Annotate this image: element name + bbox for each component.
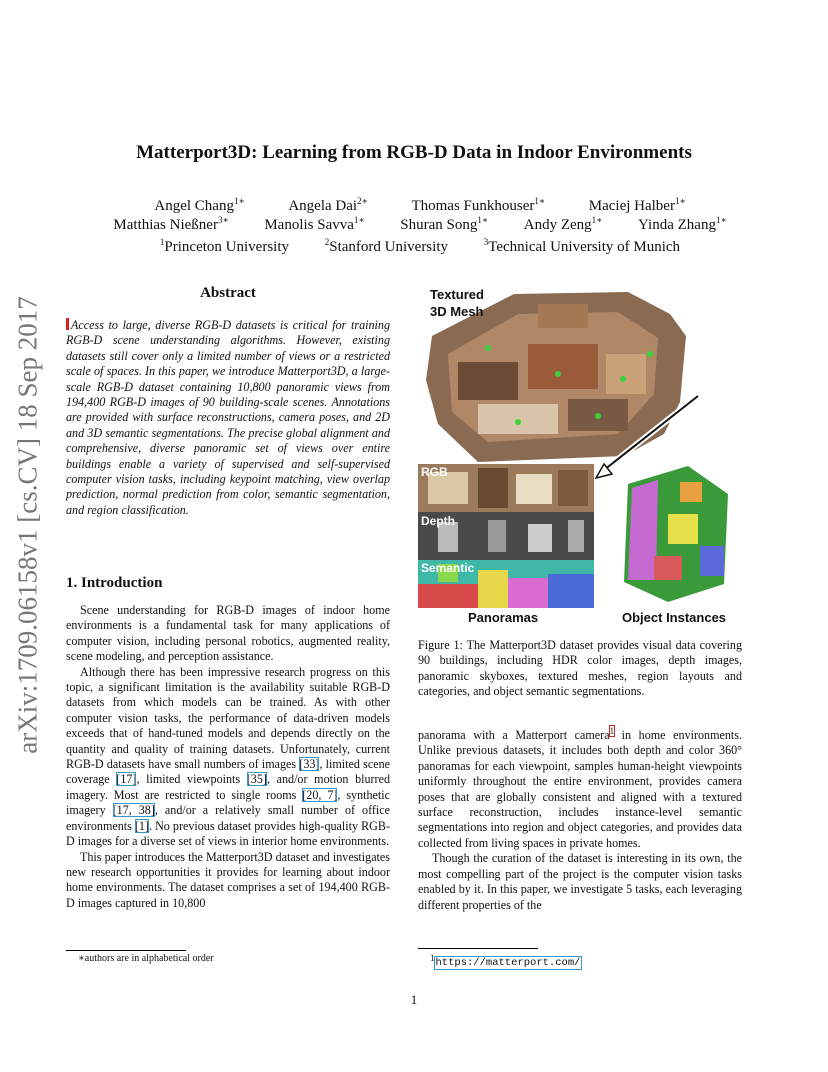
citation-link[interactable]: [33] — [299, 757, 320, 772]
object-instances-image — [624, 466, 728, 602]
citation-link[interactable]: [35] — [246, 772, 267, 787]
author: Angela Dai$^{2∗}$ — [288, 196, 368, 214]
footnote-authors: ∗authors are in alphabetical order — [78, 953, 214, 964]
paragraph: Although there has been impressive research progress on this topic, a significant limitation is the availability suitable RGB-D datasets from which models can be trained. As with other computer vision tasks, the performance of data-driven models exceeds that of hand-tuned models and depends directly on the quantity and quality of training datasets. Unfortunately, current RGB-D datasets have small numbers of images [33], limited scene coverage [17], limited viewpoints [35], and/or motion blurred imagery. Most are restricted to single rooms [20, 7], synthetic imagery [17, 38], and/or a relatively small number of office environments [1]. No previous dataset provides high-quality RGB-D images for a diverse set of views in interior home environments. — [66, 664, 390, 849]
author: Matthias Nießner$^{3∗}$ — [113, 215, 229, 233]
paragraph: Though the curation of the dataset is interesting in its own, the most compelling part of the project is the computer vision tasks enabled by it. In this paper, we investigate 5 tasks, each leveraging different properties of the — [418, 851, 742, 912]
citation-link[interactable]: [1] — [134, 818, 149, 833]
abstract-heading: Abstract — [200, 285, 256, 301]
paper-title: Matterport3D: Learning from RGB-D Data in Indoor Environments — [136, 142, 692, 163]
affiliation: $^2$Stanford University — [324, 237, 448, 255]
author: Manolis Savva$^{1∗}$ — [264, 215, 365, 233]
paragraph: This paper introduces the Matterport3D dataset and investigates new research opportunities it provides for learning about indoor home environments. The dataset comprises a set of 194,400 RGB-D images captured in 10,800 — [66, 849, 390, 910]
footnote-marker[interactable]: 1 — [609, 726, 615, 736]
figure-1-graphic — [418, 284, 742, 629]
figure-1 — [418, 284, 742, 629]
footnote-url: $^1$https://matterport.com/ — [430, 953, 581, 970]
footnote-rule — [66, 950, 186, 951]
label-panoramas: Panoramas — [468, 610, 539, 625]
author: Maciej Halber$^{1∗}$ — [588, 196, 686, 214]
footnote-rule — [418, 948, 538, 949]
affiliation: $^3$Technical University of Munich — [483, 237, 681, 255]
affiliations — [40, 237, 800, 256]
intro-body — [66, 603, 390, 911]
affiliation: $^1$Princeton University — [159, 237, 289, 255]
author-row-2 — [40, 215, 800, 234]
paragraph: Scene understanding for RGB-D images of indoor home environments is a fundamental task for many applications of computer vision, including personal robotics, augmented reality, scene modeling, and perception assistance. — [66, 603, 390, 664]
label-depth: Depth — [421, 514, 455, 528]
citation-link[interactable]: [17, 38] — [112, 803, 155, 818]
author: Shuran Song$^{1∗}$ — [400, 215, 489, 233]
abstract-text: Access to large, diverse RGB-D datasets is critical for training RGB-D scene understanding algorithms. However, existing datasets still cover only a limited number of views or a restricted scale of spaces. In this paper, we introduce Matterport3D, a large-scale RGB-D dataset containing 10,800 panoramic views from 194,400 RGB-D images of 90 building-scale scenes. Annotations are provided with surface reconstructions, camera poses, and 2D and 3D semantic segmentations. The precise global alignment and comprehensive, diverse panoramic set of views over entire buildings enable a variety of supervised and self-supervised computer vision tasks, including keypoint matching, view overlap prediction, normal prediction from color, semantic segmentation, and region classification. — [66, 318, 390, 517]
label-semantic: Semantic — [421, 561, 475, 575]
label-textured-mesh: Textured 3D Mesh — [430, 287, 484, 319]
author-row-1 — [40, 196, 800, 215]
right-column-body — [418, 724, 742, 913]
page-number: 1 — [410, 992, 418, 1007]
label-object-instances: Object Instances — [622, 610, 727, 625]
figure-1-caption: Figure 1: The Matterport3D dataset provides visual data covering 90 buildings, including HDR color images, depth images, panoramic skyboxes, textured meshes, region layouts and categories, and object semantic segmentations. — [418, 638, 742, 699]
author: Yinda Zhang$^{1∗}$ — [638, 215, 727, 233]
arxiv-stamp: arXiv:1709.06158v1 [cs.CV] 18 Sep 2017 — [12, 296, 43, 754]
intro-heading: 1. Introduction — [66, 575, 163, 591]
citation-link[interactable]: [17] — [116, 772, 137, 787]
label-rgb: RGB — [421, 465, 448, 479]
citation-link[interactable]: [20, 7] — [302, 787, 338, 802]
paragraph: panorama with a Matterport camera$^1$ in home environments. Unlike previous datasets, it includes both depth and color 360° panoramas for each viewpoint, samples human-height viewpoints uniformly throughout the entire environment, provides camera poses that are globally consistent and aligned with a textured surface reconstruction, includes instance-level semantic segmentations into region and object categories, and provides data collected from living spaces in private homes. — [418, 726, 743, 850]
highlight-marker — [66, 318, 69, 330]
author: Thomas Funkhouser$^{1∗}$ — [411, 196, 545, 214]
url-link[interactable]: https://matterport.com/ — [435, 957, 581, 970]
author: Andy Zeng$^{1∗}$ — [523, 215, 603, 233]
author: Angel Chang$^{1∗}$ — [154, 196, 245, 214]
